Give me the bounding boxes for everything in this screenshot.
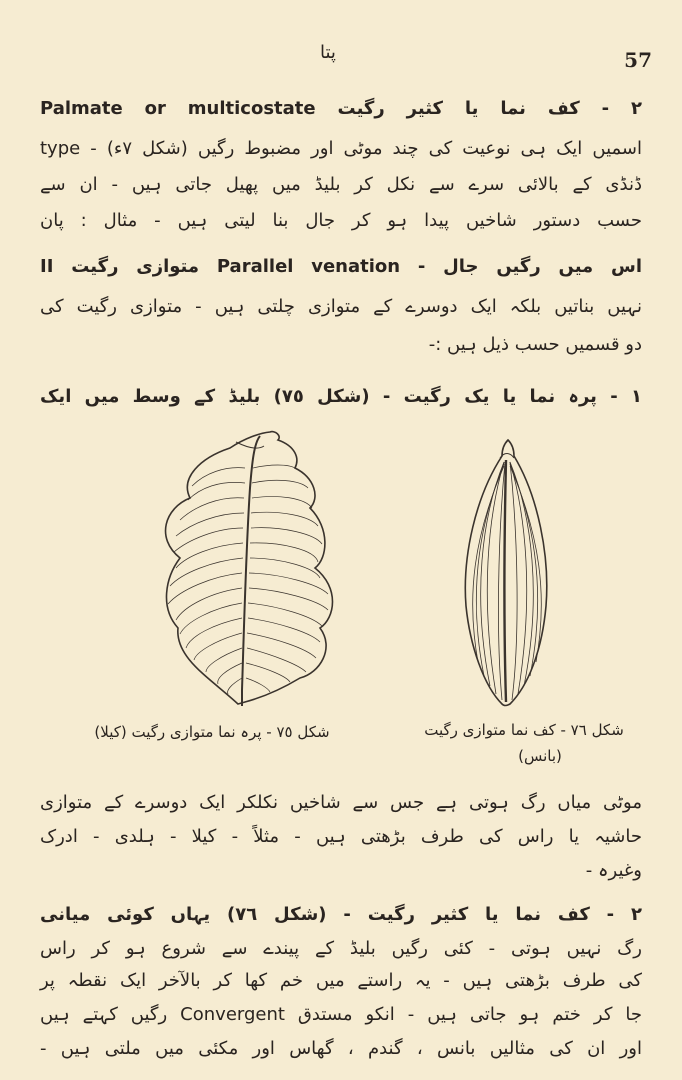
text-line-13: رگ نہیں ہوتی - کئی رگیں بلیڈ کے پیندے سے شروع ہو کر راس [40, 938, 642, 959]
text-line-11: وغیرہ - [585, 860, 642, 881]
text-line-14: کی طرف بڑھتی ہیں - یہ راستے میں خم کھا کر بالآخر ایک نقطہ پر [40, 970, 642, 991]
text-line-12: ٢ - کف نما یا کثیر رگیت - (شکل ٧٦) یہاں کوئی میانی [40, 904, 642, 925]
text-line-3: ڈنڈی کے بالائی سرے سے نکل کر بلیڈ میں پھیل جاتی ہیں - ان سے [40, 174, 642, 195]
bamboo-leaf-illustration [458, 436, 558, 708]
figure-76-caption: شکل ٧٦ - کف نما متوازی رگیت [424, 721, 624, 739]
text-line-15: جا کر ختم ہو جاتی ہیں - انکو مستدق Convergent رگیں کہتے ہیں [40, 1004, 642, 1025]
text-line-1: ٢ - کف نما یا کثیر رگیت Palmate or multicostate [40, 98, 642, 119]
banana-leaf-illustration [150, 428, 350, 710]
page-title: پتا [320, 42, 336, 63]
text-line-7: دو قسمیں حسب ذیل ہیں :- [428, 334, 642, 355]
page-number: 57 [624, 48, 652, 72]
text-line-6: نہیں بناتیں بلکہ ایک دوسرے کے متوازی چلتی ہیں - متوازی رگیت کی [40, 296, 642, 317]
text-line-10: حاشیہ یا راس کی طرف بڑھتی ہیں - مثلاً - کیلا - ہلدی - ادرک [40, 826, 642, 847]
figure-75-caption: شکل ٧٥ - پرہ نما متوازی رگیت (کیلا) [94, 723, 330, 741]
text-line-2: type - (شکل ٧ء) اسمیں ایک ہی نوعیت کی چند موٹی اور مضبوط رگیں [40, 138, 642, 159]
text-line-9: موٹی میاں رگ ہوتی ہے جس سے شاخیں نکلکر ایک دوسرے کے متوازی [40, 792, 642, 813]
text-line-5: II متوازی رگیت Parallel venation - اس میں رگیں جال [40, 256, 642, 277]
text-line-16: اور ان کی مثالیں بانس ، گندم ، گھاس اور مکئی میں ملتی ہیں - [40, 1038, 642, 1059]
text-line-8: ١ - پرہ نما یا یک رگیت - (شکل ٧٥) بلیڈ کے وسط میں ایک [40, 386, 642, 407]
text-line-4: حسب دستور شاخیں پیدا ہو کر جال بنا لیتی ہیں - مثال : پان [40, 210, 642, 231]
figure-76-caption-sub: (بانس) [518, 747, 562, 765]
